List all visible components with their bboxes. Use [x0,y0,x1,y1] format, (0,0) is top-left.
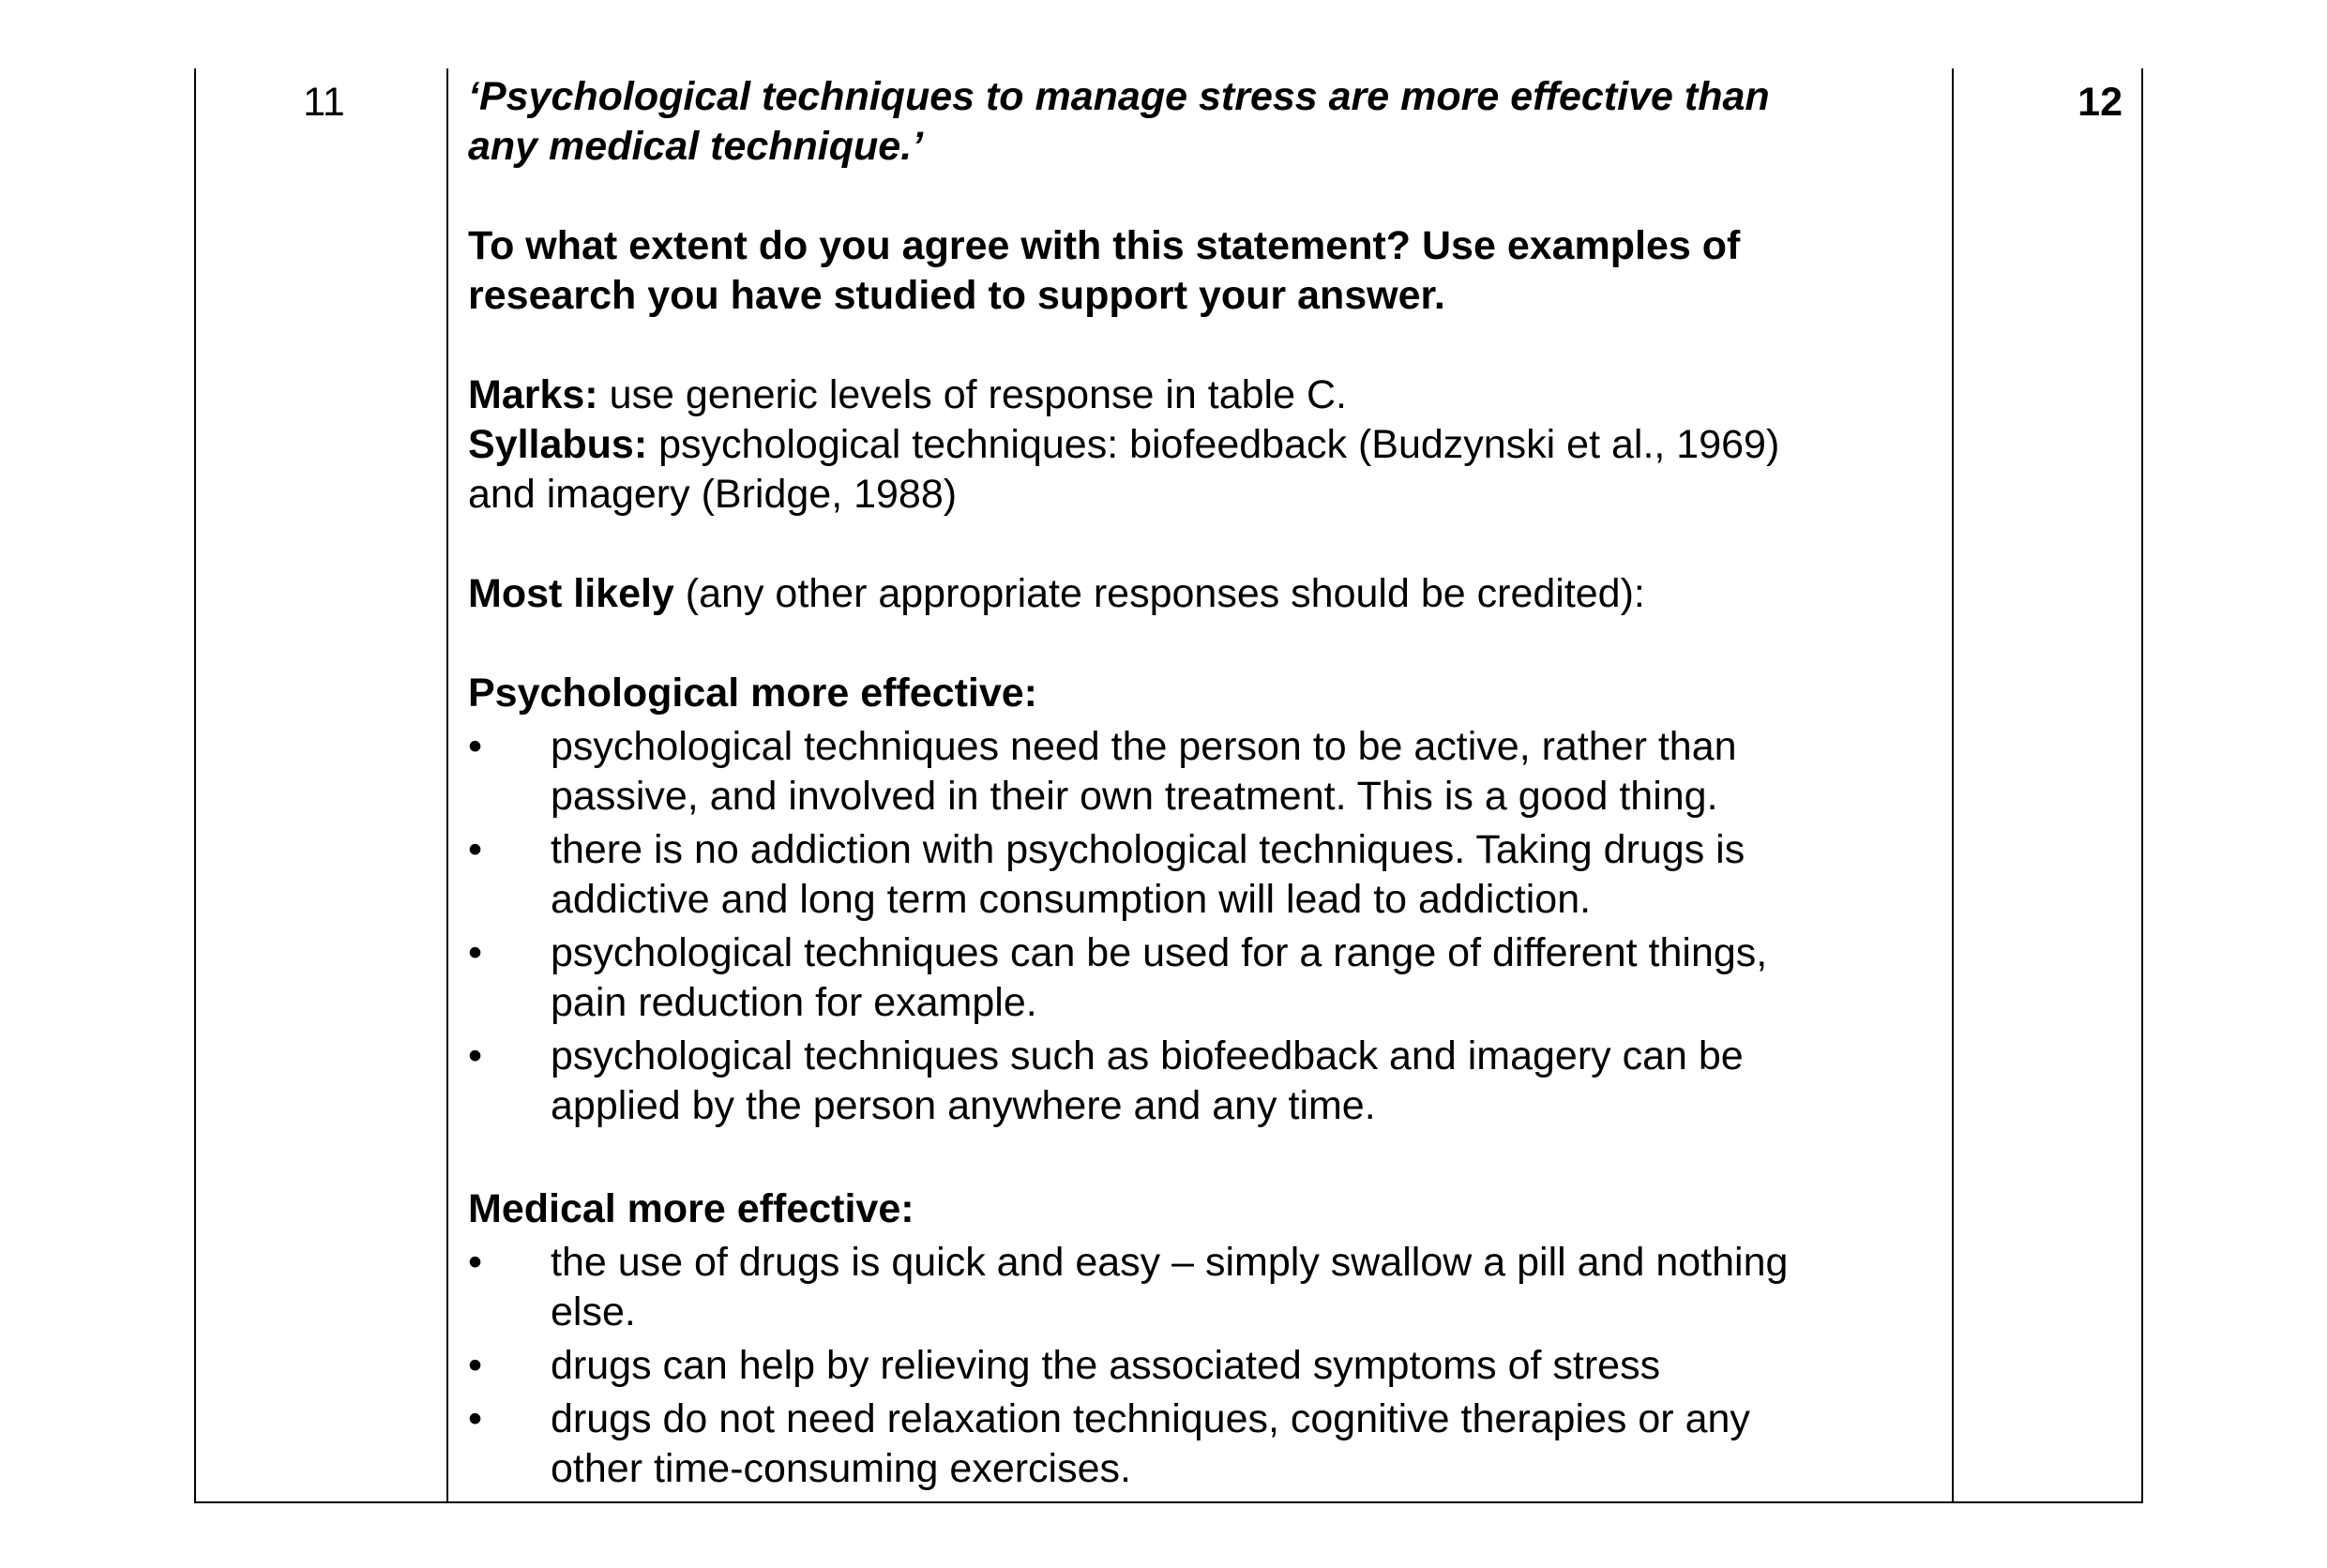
syllabus-note [468,420,1931,520]
answer-guidance [468,72,1931,1498]
marks-label: Marks: [468,372,598,417]
bullet-icon: • [468,724,483,769]
medical-heading: Medical more effective: [468,1186,914,1231]
medical-list [468,1238,1931,1494]
instruction-line-2: research you have studied to support your answer. [468,273,1445,318]
bullet-icon: • [468,930,483,975]
list-item: • psychological techniques can be used for a range of different things, pain reduction for example. [468,930,1768,1025]
instruction-line-1: To what extent do you agree with this statement? Use examples of [468,223,1741,268]
question-statement [468,72,1931,172]
list-item: • psychological techniques such as biofeedback and imagery can be applied by the person anywhere and any time. [468,1033,1744,1128]
bullet-icon: • [468,1240,483,1285]
column-divider-left [446,68,448,1501]
question-instruction [468,221,1931,321]
psychological-list [468,722,1931,1131]
bullet-icon: • [468,1343,483,1388]
marks-note [468,370,1931,420]
syllabus-line-2: and imagery (Bridge, 1988) [468,472,958,517]
mark-scheme-table [194,68,2143,1503]
syllabus-line-1: psychological techniques: biofeedback (Budzynski et al., 1969) [647,422,1780,467]
list-item: • drugs can help by relieving the associated symptoms of stress [468,1341,1931,1391]
question-number: 11 [303,80,345,125]
most-likely-label: Most likely [468,571,674,616]
list-item: • drugs do not need relaxation techniques, cognitive therapies or any other time-consuming exercises. [468,1396,1750,1491]
total-marks: 12 [2078,80,2123,125]
list-item: • the use of drugs is quick and easy – simply swallow a pill and nothing else. [468,1240,1789,1334]
most-likely-note [468,569,1931,619]
syllabus-label: Syllabus: [468,422,648,467]
statement-line-2: any medical technique.’ [468,124,924,169]
statement-line-1: ‘Psychological techniques to manage stress are more effective than [468,74,1770,119]
bullet-icon: • [468,1033,483,1078]
psychological-heading: Psychological more effective: [468,671,1037,716]
bullet-icon: • [468,1396,483,1441]
column-divider-right [1952,68,1954,1501]
list-item: • there is no addiction with psychological techniques. Taking drugs is addictive and long term consumption will lead to addiction. [468,827,1745,922]
most-likely-text: (any other appropriate responses should be credited): [673,571,1645,616]
bullet-icon: • [468,827,483,872]
marks-text: use generic levels of response in table C. [597,372,1347,417]
list-item: • psychological techniques need the person to be active, rather than passive, and involved in their own treatment. This is a good thing. [468,724,1737,819]
